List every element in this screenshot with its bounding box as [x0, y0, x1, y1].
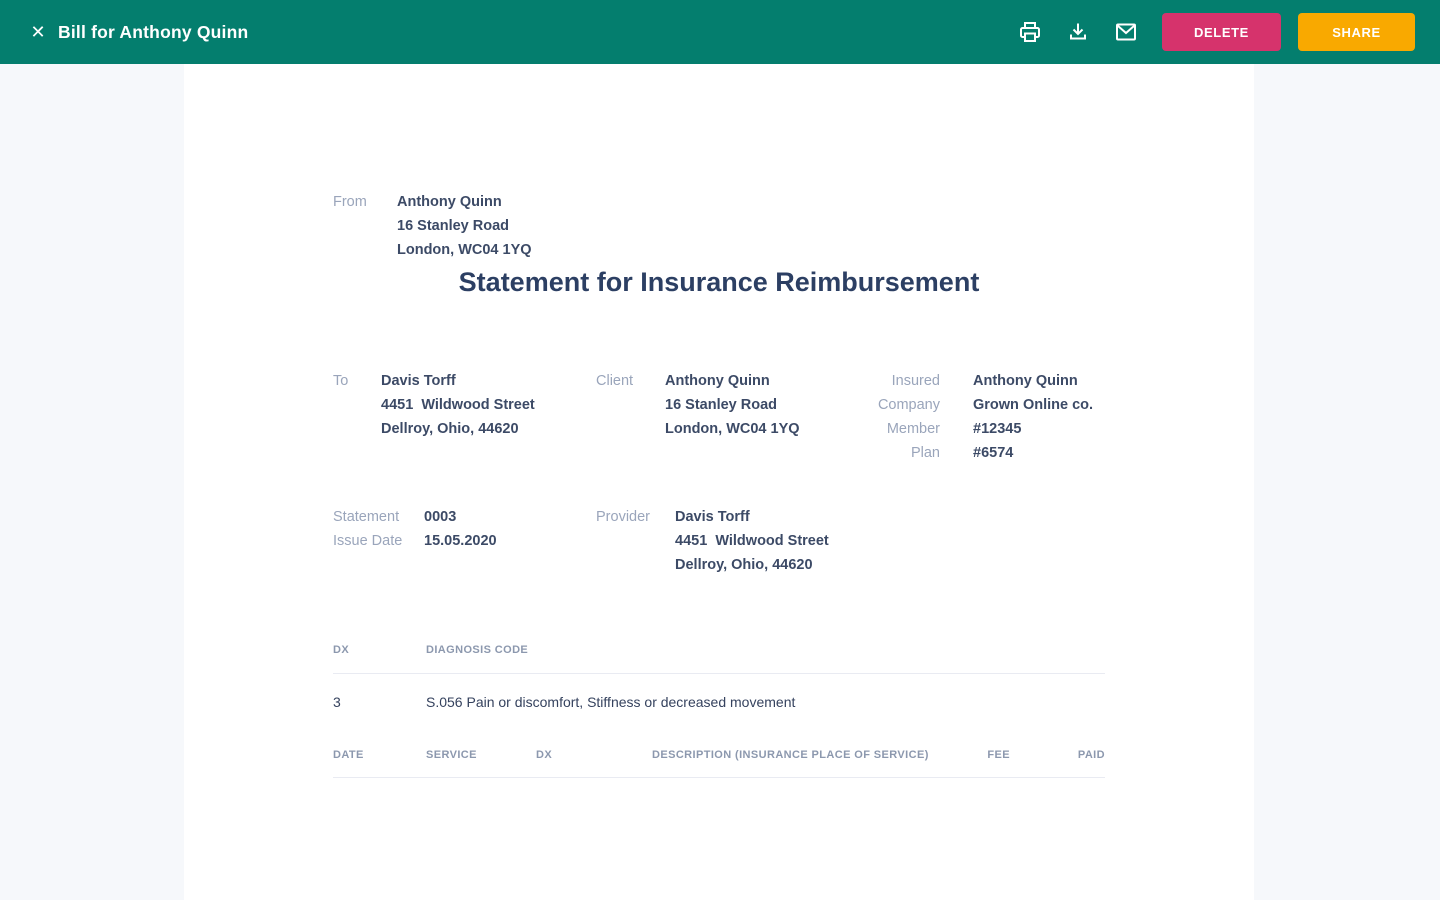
- printer-icon: [1018, 20, 1042, 44]
- dx-table: [333, 642, 1105, 714]
- to-city: Dellroy, Ohio, 44620: [381, 421, 519, 437]
- description-col-header: DESCRIPTION (INSURANCE PLACE OF SERVICE): [652, 749, 929, 761]
- to-name: Davis Torff: [381, 373, 456, 389]
- insured-labels: [878, 369, 940, 465]
- date-col-header: DATE: [333, 749, 364, 761]
- insured-label: Insured: [891, 373, 940, 389]
- download-button[interactable]: [1066, 20, 1090, 44]
- dx-number-cell: 3: [333, 694, 341, 710]
- from-section: [333, 190, 532, 262]
- plan-value: #6574: [973, 445, 1014, 461]
- provider-name: Davis Torff: [675, 509, 750, 525]
- client-name: Anthony Quinn: [665, 373, 770, 389]
- issue-date-value: 15.05.2020: [424, 533, 497, 549]
- company-value: Grown Online co.: [973, 397, 1094, 413]
- fee-col-header: FEE: [987, 749, 1010, 761]
- to-label: To: [333, 373, 349, 389]
- topbar: [0, 0, 1440, 64]
- from-street: 16 Stanley Road: [397, 218, 510, 234]
- from-label: From: [333, 194, 367, 210]
- company-label: Company: [877, 397, 940, 413]
- insured-values: [973, 369, 1093, 465]
- services-table: [333, 747, 1105, 797]
- member-value: #12345: [973, 421, 1022, 437]
- print-button[interactable]: [1018, 20, 1042, 44]
- statement-labels: [333, 505, 402, 553]
- client-street: 16 Stanley Road: [665, 397, 778, 413]
- download-icon: [1066, 20, 1090, 44]
- member-label: Member: [886, 421, 940, 437]
- share-button[interactable]: SHARE: [1298, 13, 1415, 51]
- email-button[interactable]: [1114, 20, 1138, 44]
- page-title: Bill for Anthony Quinn: [58, 21, 249, 42]
- statement-title: Statement for Insurance Reimbursement: [458, 267, 980, 297]
- bill-document: [184, 64, 1254, 900]
- dx-col-header: DX: [333, 644, 350, 656]
- from-name: Anthony Quinn: [397, 194, 502, 210]
- diagnosis-code-col-header: DIAGNOSIS CODE: [426, 644, 529, 656]
- diagnosis-code-cell: S.056 Pain or discomfort, Stiffness or decreased movement: [426, 694, 796, 710]
- client-city: London, WC04 1YQ: [665, 421, 800, 437]
- insured-value: Anthony Quinn: [973, 373, 1078, 389]
- paid-col-header: PAID: [1077, 749, 1105, 761]
- statement-label: Statement: [333, 509, 400, 525]
- issue-date-label: Issue Date: [333, 533, 403, 549]
- close-icon[interactable]: ✕: [24, 0, 52, 64]
- delete-button[interactable]: DELETE: [1162, 13, 1281, 51]
- provider-city: Dellroy, Ohio, 44620: [675, 557, 813, 573]
- client-label: Client: [596, 373, 634, 389]
- statement-number: 0003: [424, 509, 457, 525]
- plan-label: Plan: [910, 445, 940, 461]
- mail-icon: [1114, 20, 1138, 44]
- services-header-divider: [333, 777, 1105, 778]
- dx-col-header: DX: [536, 749, 553, 761]
- dx-header-divider: [333, 673, 1105, 674]
- service-col-header: SERVICE: [426, 749, 477, 761]
- to-street: 4451 Wildwood Street: [381, 397, 535, 413]
- from-city: London, WC04 1YQ: [397, 242, 532, 258]
- provider-street: 4451 Wildwood Street: [675, 533, 829, 549]
- provider-label: Provider: [596, 509, 650, 525]
